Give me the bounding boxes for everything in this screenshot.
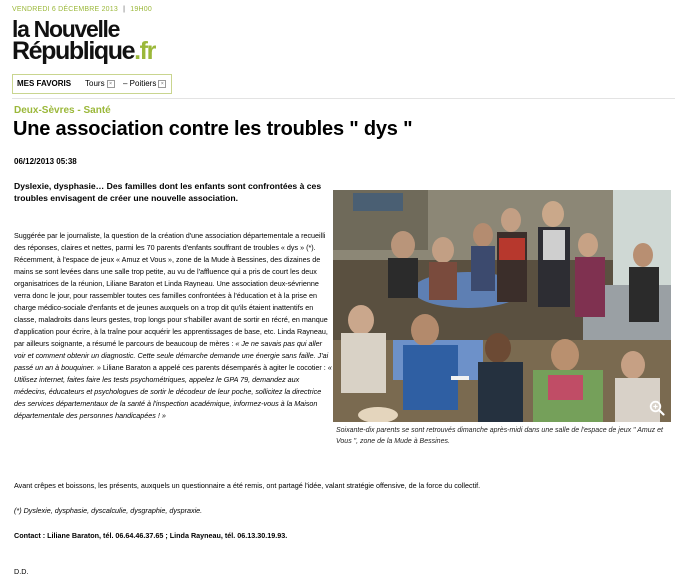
article-body-1 (14, 230, 332, 422)
logo-line-1: la Nouvelle (12, 16, 120, 42)
article-photo[interactable] (333, 190, 671, 422)
favorite-poitiers-label: – Poitiers (123, 79, 157, 88)
favorite-tours-label: Tours (85, 79, 105, 88)
favorite-tours[interactable] (85, 79, 115, 88)
current-date: VENDREDI 6 DÉCEMBRE 2013 (12, 6, 118, 13)
logo-tld: .fr (134, 37, 155, 65)
article-lead: Dyslexie, dysphasie… Des familles dont les enfants sont confrontées à ces troubles envisagent de créer une nouvelle association. (14, 181, 322, 203)
body-quote-2: « Utilisez internet, faites faire les tests psychométriques, appelez le GPA 79, demandez aux médecins, éducateurs et psychologues de sortir le décodeur de leur poche, sollicitez la directrice des services départementaux de la santé à l'inspection académique, informez-vous à la Maison départementale des personnes handicapées ! » (14, 363, 332, 420)
article-body-2: Avant crêpes et boissons, les présents, auxquels un questionnaire a été remis, ont partagé l'idée, valant stratégie offensive, de la force du collectif. (14, 481, 481, 490)
date-separator: | (123, 6, 126, 13)
close-box-icon[interactable]: × (158, 80, 166, 88)
body-quote-1: « Je ne savais pas qui aller voir et comment obtenir un diagnostic. Cette seule démarche demande une énergie sans faille. J'ai passé un an à bouquiner. » (14, 339, 329, 372)
header-divider (12, 98, 675, 99)
current-time: 19H00 (130, 6, 152, 13)
magnifier-icon[interactable] (649, 400, 665, 416)
article-date: 06/12/2013 05:38 (14, 157, 77, 166)
logo-republique: République (12, 37, 135, 65)
author-signature: D.D. (14, 567, 29, 576)
article-footnote: (*) Dyslexie, dysphasie, dyscalculie, dysgraphie, dyspraxie. (14, 506, 203, 515)
date-bar (12, 6, 152, 13)
article-title: Une association contre les troubles " dys " (13, 118, 413, 140)
body-text-c: Liliane Baraton a appelé ces parents désemparés à agiter le cocotier : (100, 363, 328, 372)
article-rubric[interactable]: Deux-Sèvres - Santé (14, 105, 111, 116)
photo-caption: Soixante-dix parents se sont retrouvés dimanche après-midi dans une salle de l'espace de jeux " Amuz et Vous ", zone de la Mude à Bessines. (336, 427, 663, 445)
favorite-poitiers[interactable] (123, 79, 166, 88)
favorites-title: MES FAVORIS (17, 79, 72, 88)
site-logo[interactable] (12, 18, 232, 66)
photo-illustration (333, 190, 671, 422)
favorites-bar (12, 74, 172, 94)
logo-line-2 (12, 38, 155, 64)
article-contact: Contact : Liliane Baraton, tél. 06.64.46.37.65 ; Linda Rayneau, tél. 06.13.30.19.93. (14, 531, 288, 540)
body-text-a: Suggérée par le journaliste, la question de la création d'une association départementale a recueilli des réponses, claires et nettes, parmi les 70 parents d'enfants souffrant de troubles « dys » (*). Récemment, à l'espace de jeux « Amuz et Vous », zone de la Mude à Bessines, des dizaines de mains se sont levées dans une salle trop petite, au vu de l'affluence qui a pris de court les deux organisatrices de la réunion, Liliane Baraton et Linda Rayneau. Une association deux-sévrienne verra donc le jour, pour rassembler toutes ces familles confrontées à l'éducation et à la prise en charge médico-sociale d'enfants et de jeunes auxquels on a trop dit qu'ils étaient inattentifs en classe, maladroits dans leurs gestes, trop longs pour s'habiller avant de sortir en récré, en manque d'application pour écrire, à la traîne pour acquérir les apprentissages de base, etc. Linda Rayneau, par ailleurs soignante, a résumé le parcours de beaucoup de mères : (14, 231, 328, 348)
close-box-icon[interactable]: × (107, 80, 115, 88)
